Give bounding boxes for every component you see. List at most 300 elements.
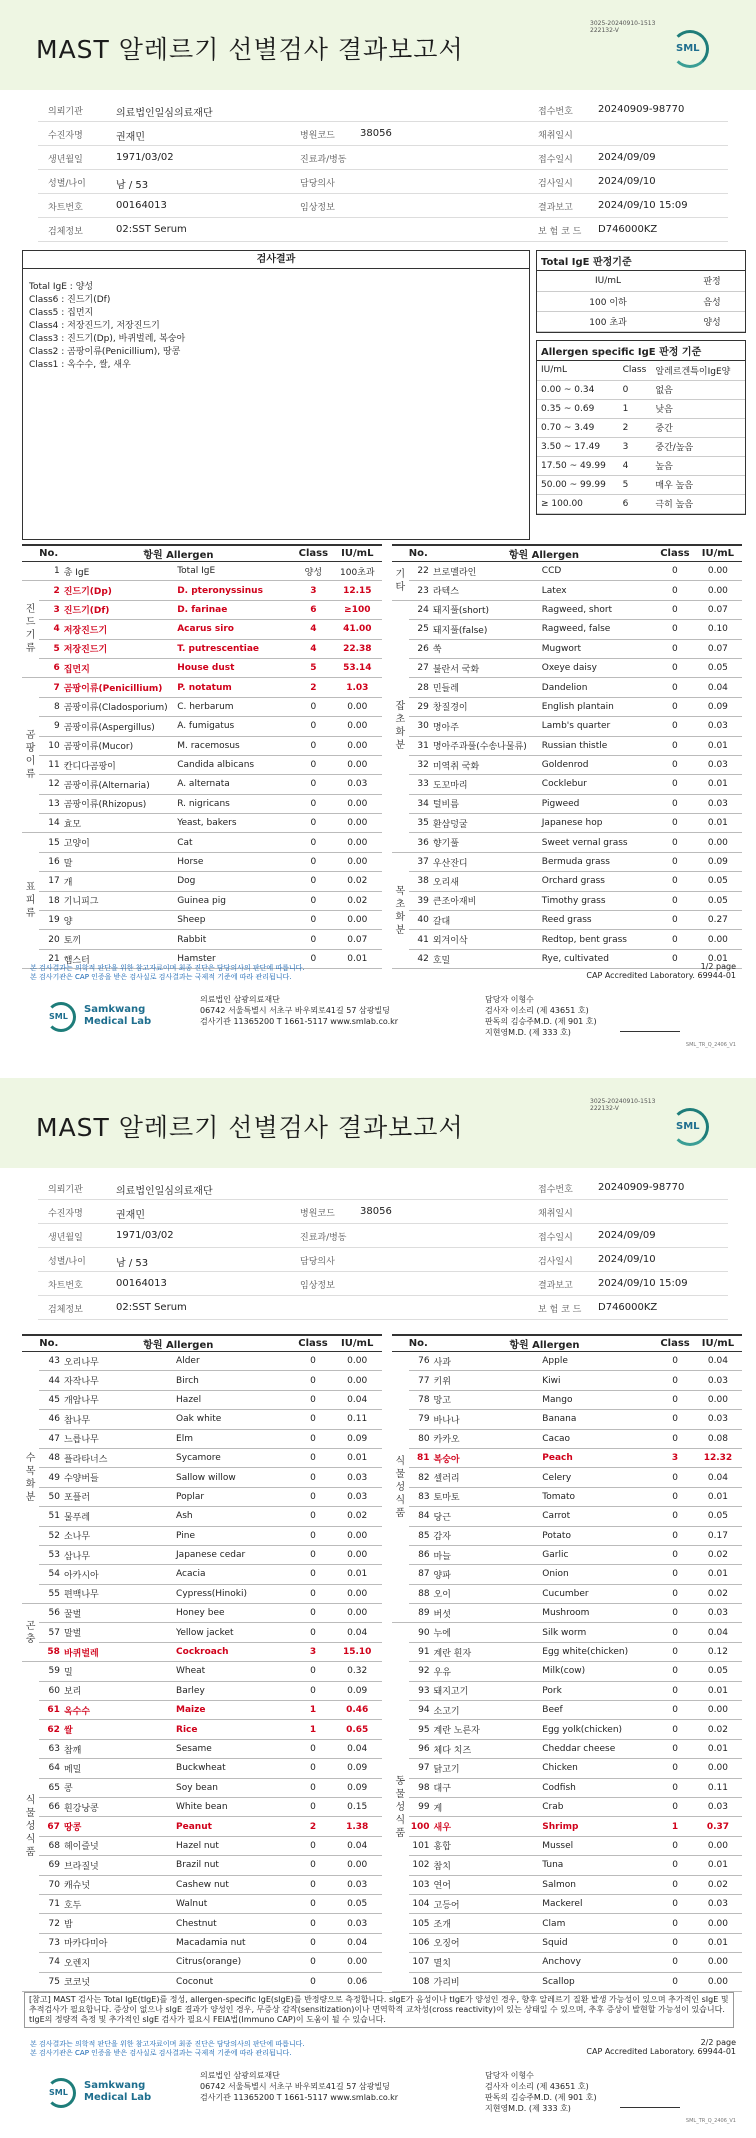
allergen-name-ko: 기니피그	[63, 891, 177, 910]
header-no: No.	[39, 1335, 63, 1352]
allergen-iu: 0.00	[332, 1371, 382, 1390]
allergen-iu: 0.04	[694, 1468, 742, 1487]
criteria-cell: 3	[619, 437, 652, 456]
allergen-name-en: Salmon	[541, 1875, 656, 1894]
allergen-row	[22, 1759, 382, 1778]
allergen-no: 75	[39, 1972, 63, 1991]
allergen-name-en: Sweet vernal grass	[541, 833, 656, 852]
allergen-class: 0	[294, 1681, 333, 1700]
allergen-class: 0	[294, 1487, 333, 1506]
allergen-name-en: Coconut	[175, 1972, 294, 1991]
allergen-name-en: Alder	[175, 1352, 294, 1371]
allergen-iu: 0.01	[694, 1565, 742, 1584]
allergen-no: 35	[409, 814, 432, 833]
allergen-name-en: Beef	[541, 1701, 656, 1720]
allergen-name-en: Egg white(chicken)	[541, 1642, 656, 1661]
allergen-row	[392, 1817, 742, 1836]
allergen-iu: 0.05	[332, 1894, 382, 1913]
allergen-iu: 0.09	[332, 1778, 382, 1797]
allergen-name-en: Pigweed	[541, 794, 656, 813]
allergen-table-2b	[392, 1334, 742, 1992]
allergen-name-en: Tomato	[541, 1487, 656, 1506]
allergen-row	[22, 833, 382, 852]
allergen-iu: 0.05	[694, 1507, 742, 1526]
criteria-cell: 양성	[679, 311, 745, 331]
allergen-no: 38	[409, 872, 432, 891]
allergen-class: 0	[656, 1662, 694, 1681]
allergen-name-en: Mugwort	[541, 639, 656, 658]
allergen-iu: 53.14	[333, 658, 382, 677]
allergen-class: 1	[294, 1720, 333, 1739]
allergen-class: 0	[294, 1972, 333, 1991]
allergen-no: 7	[39, 678, 63, 697]
allergen-name-en: R. nigricans	[176, 794, 294, 813]
allergen-iu: 0.03	[332, 1875, 382, 1894]
allergen-name-ko: 보리	[63, 1681, 175, 1700]
criteria-cell: 0.00 ~ 0.34	[537, 380, 619, 399]
allergen-name-en: Japanese cedar	[175, 1545, 294, 1564]
allergen-class: 0	[656, 891, 694, 910]
criteria-header: IU/mL	[537, 361, 619, 380]
allergen-name-ko: 곰팡이류(Mucor)	[63, 736, 177, 755]
allergen-row	[392, 1681, 742, 1700]
allergen-name-en: Orchard grass	[541, 872, 656, 891]
allergen-row	[392, 1797, 742, 1816]
allergen-name-ko: 참깨	[63, 1739, 175, 1758]
allergen-no: 62	[39, 1720, 63, 1739]
allergen-class: 1	[294, 1701, 333, 1720]
allergen-row	[392, 600, 742, 619]
allergen-row	[392, 891, 742, 910]
allergen-name-ko: 가리비	[433, 1972, 542, 1991]
allergen-name-ko: 곰팡이류(Penicillium)	[63, 678, 177, 697]
allergen-class: 0	[656, 1875, 694, 1894]
allergen-no: 57	[39, 1623, 63, 1642]
allergen-no: 50	[39, 1487, 63, 1506]
document-number: 3025-20240910-1513 222132-V	[590, 20, 656, 34]
allergen-row	[22, 1953, 382, 1972]
allergen-class: 0	[656, 872, 694, 891]
allergen-name-ko: 개암나무	[63, 1390, 175, 1409]
allergen-iu: 0.02	[332, 1507, 382, 1526]
allergen-iu: 0.03	[332, 1914, 382, 1933]
allergen-name-en: Goldenrod	[541, 755, 656, 774]
allergen-iu: 0.04	[694, 1352, 742, 1371]
allergen-table-1a	[22, 544, 382, 969]
allergen-name-en: Dandelion	[541, 678, 656, 697]
allergen-name-ko: 곰팡이류(Cladosporium)	[63, 697, 177, 716]
allergen-name-ko: 꿀벌	[63, 1604, 175, 1623]
allergen-name-ko: 곰팡이류(Alternaria)	[63, 775, 177, 794]
allergen-iu: 12.32	[694, 1448, 742, 1467]
allergen-name-ko: 마카다미아	[63, 1933, 175, 1952]
allergen-class: 0	[656, 833, 694, 852]
allergen-no: 100	[409, 1817, 433, 1836]
header-class: Class	[294, 545, 333, 562]
allergen-class: 0	[294, 1545, 333, 1564]
allergen-name-en: Banana	[541, 1410, 656, 1429]
allergen-row	[22, 658, 382, 677]
allergen-name-en: Bermuda grass	[541, 852, 656, 871]
allergen-name-en: Japanese hop	[541, 814, 656, 833]
allergen-name-ko: 호두	[63, 1894, 175, 1913]
allergen-row	[392, 1623, 742, 1642]
allergen-class: 0	[656, 1759, 694, 1778]
header-cell	[392, 545, 409, 562]
allergen-no: 94	[409, 1701, 433, 1720]
allergen-row	[392, 755, 742, 774]
allergen-class: 0	[656, 1526, 694, 1545]
allergen-row	[392, 1933, 742, 1952]
allergen-class: 1	[656, 1817, 694, 1836]
allergen-no: 85	[409, 1526, 433, 1545]
allergen-name-ko: 오리나무	[63, 1352, 175, 1371]
allergen-iu: 1.03	[333, 678, 382, 697]
criteria-cell: 17.50 ~ 49.99	[537, 456, 619, 475]
allergen-class: 4	[294, 639, 333, 658]
allergen-iu: 0.06	[332, 1972, 382, 1991]
group-label: 식 물 성 식 품	[392, 1352, 409, 1623]
allergen-row	[392, 581, 742, 600]
result-line: Class1 : 옥수수, 쌀, 새우	[29, 360, 131, 370]
allergen-name-ko: 저장진드기	[63, 620, 177, 639]
allergen-iu: 0.00	[694, 1914, 742, 1933]
allergen-iu: 0.00	[694, 581, 742, 600]
allergen-no: 1	[39, 562, 63, 581]
criteria-cell: 0	[619, 380, 652, 399]
allergen-row	[22, 1933, 382, 1952]
disclaimer: 본 검사결과는 의학적 판단을 위한 참고자료이며 최종 진단은 담당의사의 판단에 따릅니다. 본 검사기관은 CAP 인증을 받은 검사실로 검사결과는 국제적 기준에 따라 관리됩니다.	[30, 2040, 305, 2057]
allergen-name-en: Mackerel	[541, 1894, 656, 1913]
allergen-name-en: D. pteronyssinus	[176, 581, 294, 600]
allergen-iu: 0.01	[333, 949, 382, 968]
allergen-row	[392, 1953, 742, 1972]
allergen-name-ko: 곰팡이류(Rhizopus)	[63, 794, 177, 813]
allergen-iu: 0.00	[333, 833, 382, 852]
allergen-class: 0	[294, 1623, 333, 1642]
allergen-class: 0	[656, 1856, 694, 1875]
allergen-class: 0	[656, 1352, 694, 1371]
allergen-no: 23	[409, 581, 432, 600]
report-page-1	[0, 0, 756, 1062]
allergen-table-1b	[392, 544, 742, 969]
result-line: Class4 : 저장진드기, 저장진드기	[29, 321, 160, 331]
allergen-name-en: Egg yolk(chicken)	[541, 1720, 656, 1739]
allergen-iu: 0.12	[694, 1642, 742, 1661]
criteria-cell: 극히 높음	[651, 494, 745, 513]
allergen-row	[392, 1410, 742, 1429]
allergen-iu: 0.37	[694, 1817, 742, 1836]
allergen-class: 0	[656, 600, 694, 619]
allergen-no: 9	[39, 717, 63, 736]
allergen-name-ko: 홍합	[433, 1836, 542, 1855]
allergen-no: 68	[39, 1836, 63, 1855]
allergen-iu: 0.11	[332, 1410, 382, 1429]
allergen-row	[22, 930, 382, 949]
report-title: MAST 알레르기 선별검사 결과보고서	[36, 35, 464, 64]
allergen-no: 108	[409, 1972, 433, 1991]
allergen-name-en: Peanut	[175, 1817, 294, 1836]
group-label: 표 피 류	[22, 833, 39, 969]
allergen-class: 0	[294, 1759, 333, 1778]
allergen-name-ko: 우유	[433, 1662, 542, 1681]
allergen-no: 71	[39, 1894, 63, 1913]
criteria-header: Class	[619, 361, 652, 380]
allergen-name-ko: 계란 노른자	[433, 1720, 542, 1739]
allergen-iu: 0.00	[694, 1953, 742, 1972]
allergen-name-ko: 콩	[63, 1778, 175, 1797]
allergen-no: 90	[409, 1623, 433, 1642]
allergen-name-en: CCD	[541, 562, 656, 581]
allergen-row	[392, 697, 742, 716]
allergen-iu: 0.01	[694, 775, 742, 794]
allergen-iu: 0.27	[694, 911, 742, 930]
header-iu: IU/mL	[332, 1335, 382, 1352]
allergen-row	[22, 1972, 382, 1991]
allergen-row	[22, 1507, 382, 1526]
allergen-name-en: Reed grass	[541, 911, 656, 930]
allergen-iu: 0.00	[333, 755, 382, 774]
allergen-name-en: Ash	[175, 1507, 294, 1526]
allergen-iu: 0.00	[694, 1759, 742, 1778]
allergen-iu: 0.03	[694, 1894, 742, 1913]
disclaimer: 본 검사결과는 의학적 판단을 위한 참고자료이며 최종 진단은 담당의사의 판단에 따릅니다. 본 검사기관은 CAP 인증을 받은 검사실로 검사결과는 국제적 기준에 따라 관리됩니다.	[30, 964, 305, 981]
samkwang-logo: SML Samkwang Medical Lab	[46, 2074, 156, 2118]
allergen-iu: 0.04	[332, 1933, 382, 1952]
allergen-row	[22, 1875, 382, 1894]
allergen-class: 0	[294, 1914, 333, 1933]
allergen-name-ko: 셀러리	[433, 1468, 542, 1487]
criteria-cell: 2	[619, 418, 652, 437]
allergen-name-ko: 아카시아	[63, 1565, 175, 1584]
allergen-iu: 0.00	[333, 697, 382, 716]
allergen-name-en: Citrus(orange)	[175, 1953, 294, 1972]
allergen-class: 0	[656, 1487, 694, 1506]
total-ige-criteria: Total IgE 판정기준 IU/mL 판정 100 이하 음성 100 초과 양성	[536, 250, 746, 333]
allergen-no: 99	[409, 1797, 433, 1816]
allergen-name-en: Rabbit	[176, 930, 294, 949]
allergen-name-ko: 오이	[433, 1584, 542, 1603]
allergen-iu: 0.11	[694, 1778, 742, 1797]
allergen-name-en: Birch	[175, 1371, 294, 1390]
allergen-name-en: Brazil nut	[175, 1856, 294, 1875]
allergen-name-ko: 말	[63, 852, 177, 871]
allergen-name-ko: 저장진드기	[63, 639, 177, 658]
allergen-iu: 0.04	[694, 1623, 742, 1642]
allergen-row	[22, 678, 382, 697]
allergen-no: 32	[409, 755, 432, 774]
allergen-no: 96	[409, 1739, 433, 1758]
allergen-row	[392, 1371, 742, 1390]
allergen-no: 97	[409, 1759, 433, 1778]
allergen-name-ko: 곰팡이류(Aspergillus)	[63, 717, 177, 736]
allergen-name-ko: 효모	[63, 814, 177, 833]
group-label: 수 목 화 분	[22, 1352, 39, 1604]
allergen-row	[392, 775, 742, 794]
allergen-no: 28	[409, 678, 432, 697]
criteria-cell: 높음	[651, 456, 745, 475]
allergen-iu: 0.00	[332, 1953, 382, 1972]
criteria-header: IU/mL	[537, 271, 679, 291]
allergen-name-ko: 참나무	[63, 1410, 175, 1429]
allergen-iu: 0.00	[333, 736, 382, 755]
allergen-name-ko: 흰강낭콩	[63, 1797, 175, 1816]
allergen-name-en: Pork	[541, 1681, 656, 1700]
allergen-row	[22, 872, 382, 891]
allergen-row	[22, 1604, 382, 1623]
allergen-no: 70	[39, 1875, 63, 1894]
allergen-iu: 0.09	[332, 1681, 382, 1700]
allergen-name-en: Chestnut	[175, 1914, 294, 1933]
allergen-iu: 0.07	[694, 639, 742, 658]
allergen-row	[22, 1565, 382, 1584]
allergen-row	[22, 1797, 382, 1816]
allergen-iu: 12.15	[333, 581, 382, 600]
allergen-name-ko: 닭고기	[433, 1759, 542, 1778]
allergen-iu: 0.46	[332, 1701, 382, 1720]
allergen-row	[392, 1565, 742, 1584]
allergen-class: 0	[294, 1565, 333, 1584]
criteria-cell: 중간	[651, 418, 745, 437]
allergen-no: 20	[39, 930, 63, 949]
allergen-name-en: Yeast, bakers	[176, 814, 294, 833]
group-label	[22, 562, 39, 581]
allergen-row	[392, 833, 742, 852]
allergen-name-ko: 키위	[433, 1371, 542, 1390]
allergen-row	[22, 1429, 382, 1448]
allergen-name-ko: 삼나무	[63, 1545, 175, 1564]
reference-note: [참고] MAST 검사는 Total IgE(tIgE)를 정성, allergen-specific IgE(sIgE)를 반정량으로 측정합니다. sIgE가 음성이나 tIgE가 양성인 경우, 향후 알레르기 질환 발생 가능성이 있으며 추가적인 sIgE 및 추적검사가 필요합니다. 증상이 없으나 sIgE 결과가 양성인 경우, 무증상 감작(sensitization)이나 면역학적 교차성(cross reactivity)이 있는 상태일 수 있으며, 추후 증상이 발현할 가능성이 있습니다. tIgE의 정량적 측정 및 추가적인 sIgE 검사가 필요시 FEIA법(Immuno CAP)이 도움이 될 수 있습니다.	[24, 1992, 734, 2028]
allergen-class: 0	[656, 911, 694, 930]
criteria-cell: 5	[619, 475, 652, 494]
allergen-row	[392, 1584, 742, 1603]
allergen-row	[392, 911, 742, 930]
allergen-iu: 0.00	[333, 911, 382, 930]
allergen-name-en: Cheddar cheese	[541, 1739, 656, 1758]
allergen-row	[22, 1448, 382, 1467]
allergen-row	[392, 1720, 742, 1739]
group-label: 동 물 성 식 품	[392, 1623, 409, 1991]
allergen-iu: 0.00	[694, 1390, 742, 1409]
allergen-iu: 0.05	[694, 1662, 742, 1681]
allergen-name-en: Honey bee	[175, 1604, 294, 1623]
allergen-name-ko: 게	[433, 1797, 542, 1816]
allergen-name-en: Milk(cow)	[541, 1662, 656, 1681]
allergen-name-en: Oak white	[175, 1410, 294, 1429]
allergen-no: 88	[409, 1584, 433, 1603]
allergen-no: 81	[409, 1448, 433, 1467]
allergen-name-ko: 민들레	[432, 678, 541, 697]
allergen-class: 5	[294, 658, 333, 677]
allergen-iu: 0.07	[694, 600, 742, 619]
allergen-name-ko: 사과	[433, 1352, 542, 1371]
allergen-iu: 0.15	[332, 1797, 382, 1816]
allergen-row	[22, 1545, 382, 1564]
sml-logo: SML	[671, 1108, 709, 1146]
allergen-row	[22, 755, 382, 774]
allergen-no: 19	[39, 911, 63, 930]
allergen-row	[392, 1739, 742, 1758]
allergen-no: 72	[39, 1914, 63, 1933]
allergen-row	[392, 1662, 742, 1681]
allergen-no: 24	[409, 600, 432, 619]
allergen-iu: 0.65	[332, 1720, 382, 1739]
allergen-no: 33	[409, 775, 432, 794]
allergen-row	[22, 1662, 382, 1681]
allergen-no: 84	[409, 1507, 433, 1526]
allergen-name-ko: 개	[63, 872, 177, 891]
allergen-row	[22, 736, 382, 755]
allergen-iu: 0.00	[694, 833, 742, 852]
allergen-no: 79	[409, 1410, 433, 1429]
allergen-iu: 0.01	[694, 1739, 742, 1758]
allergen-class: 6	[294, 600, 333, 619]
group-label: 목 초 화 분	[392, 852, 409, 968]
criteria-cell: 50.00 ~ 99.99	[537, 475, 619, 494]
header-iu: IU/mL	[333, 545, 382, 562]
allergen-name-en: Cashew nut	[175, 1875, 294, 1894]
allergen-name-en: Onion	[541, 1565, 656, 1584]
allergen-row	[392, 1856, 742, 1875]
allergen-name-ko: 밀	[63, 1662, 175, 1681]
allergen-name-en: Wheat	[175, 1662, 294, 1681]
allergen-no: 26	[409, 639, 432, 658]
allergen-class: 0	[294, 949, 333, 968]
allergen-row	[22, 562, 382, 581]
allergen-no: 8	[39, 697, 63, 716]
allergen-class: 0	[656, 852, 694, 871]
allergen-row	[392, 1759, 742, 1778]
allergen-name-ko: 오징어	[433, 1933, 542, 1952]
allergen-name-ko: 진드기(Dp)	[63, 581, 177, 600]
allergen-row	[22, 697, 382, 716]
allergen-no: 65	[39, 1778, 63, 1797]
test-result-heading: 검사결과	[23, 251, 529, 269]
allergen-iu: 0.09	[332, 1759, 382, 1778]
allergen-name-ko: 큰조아재비	[432, 891, 541, 910]
allergen-iu: 0.02	[694, 1584, 742, 1603]
allergen-iu: 0.02	[333, 872, 382, 891]
allergen-class: 0	[656, 1836, 694, 1855]
allergen-no: 105	[409, 1914, 433, 1933]
criteria-cell: 낮음	[651, 399, 745, 418]
header-no: No.	[409, 1335, 433, 1352]
allergen-class: 0	[656, 1410, 694, 1429]
allergen-name-en: Rye, cultivated	[541, 949, 656, 968]
allergen-name-en: Scallop	[541, 1972, 656, 1991]
allergen-class: 0	[656, 1914, 694, 1933]
allergen-no: 36	[409, 833, 432, 852]
allergen-no: 103	[409, 1875, 433, 1894]
allergen-no: 87	[409, 1565, 433, 1584]
allergen-no: 16	[39, 852, 63, 871]
allergen-name-ko: 소고기	[433, 1701, 542, 1720]
allergen-no: 21	[39, 949, 63, 968]
allergen-row	[392, 1390, 742, 1409]
allergen-name-en: Macadamia nut	[175, 1933, 294, 1952]
allergen-name-en: White bean	[175, 1797, 294, 1816]
allergen-name-ko: 돼지풀(false)	[432, 620, 541, 639]
allergen-no: 64	[39, 1759, 63, 1778]
allergen-no: 104	[409, 1894, 433, 1913]
allergen-iu: ≥100	[333, 600, 382, 619]
allergen-row	[22, 1584, 382, 1603]
allergen-row	[392, 1448, 742, 1467]
allergen-class: 0	[294, 755, 333, 774]
header-allergen: 항원 Allergen	[432, 545, 656, 562]
allergen-row	[392, 1526, 742, 1545]
allergen-class: 0	[294, 911, 333, 930]
